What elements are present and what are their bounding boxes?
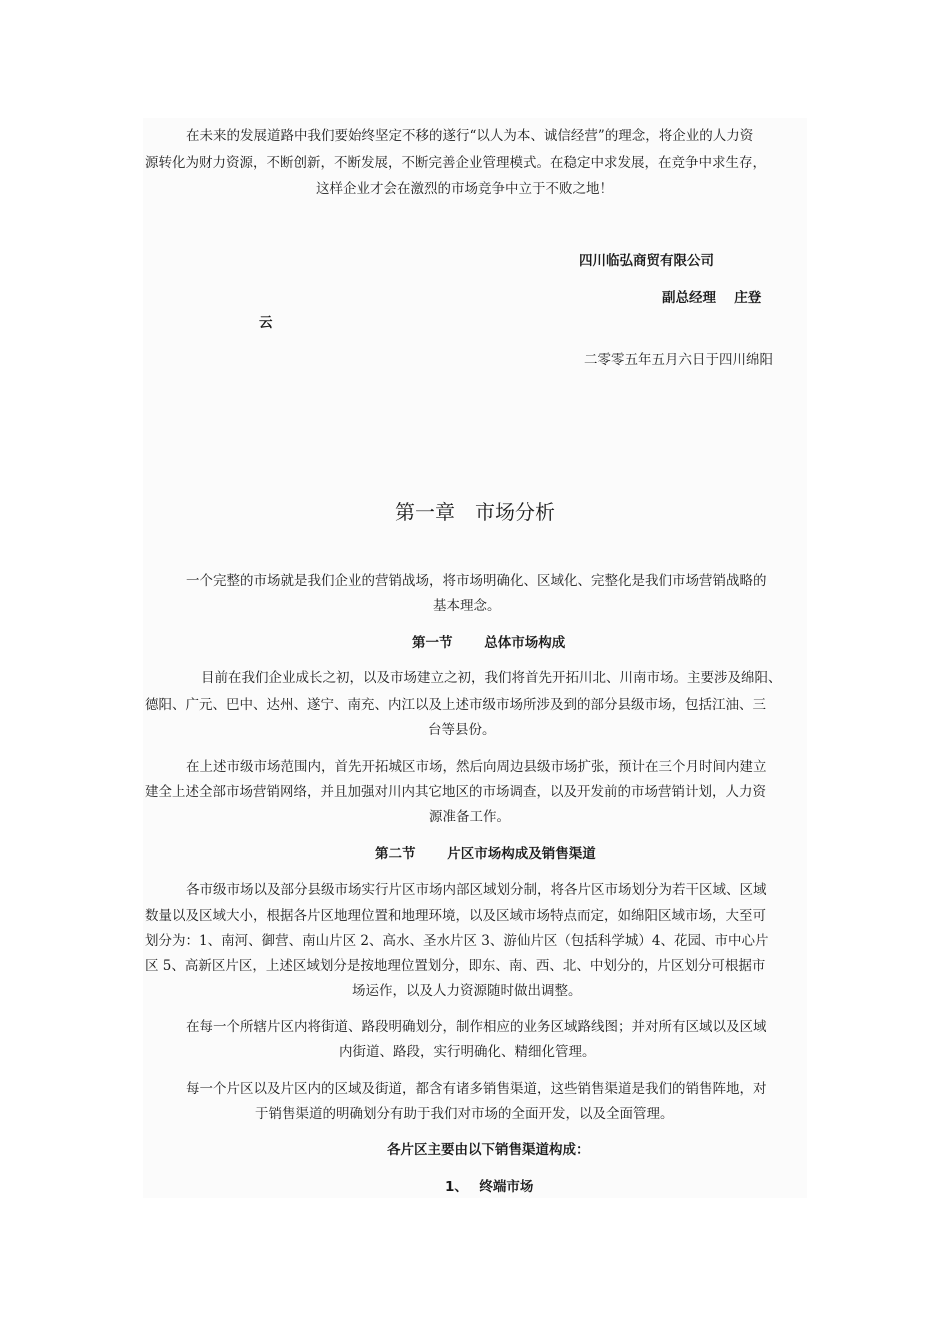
section1-para1-line-2: 德阳、广元、巴中、达州、遂宁、南充、内江以及上述市级市场所涉及到的部分县级市场，包括江油、三 — [145, 697, 766, 713]
section1-para2-line-1: 在上述市级市场范围内，首先开拓城区市场，然后向周边县级市场扩张，预计在三个月时间内建立 — [186, 759, 767, 775]
signature-name-tail: 云 — [259, 315, 273, 331]
signature-date: 二零零五年五月六日于四川绵阳 — [584, 352, 773, 368]
section1-heading: 第一节 总体市场构成 — [412, 635, 566, 651]
signature-company: 四川临弘商贸有限公司 — [579, 253, 714, 269]
signature-title-name: 副总经理 庄登 — [662, 290, 762, 306]
chapter-title: 第一章 市场分析 — [395, 500, 555, 524]
document-background-band — [143, 118, 807, 1198]
section2-para1-line-2: 数量以及区域大小，根据各片区地理位置和地理环境，以及区域市场特点而定，如绵阳区域市场，大至可 — [145, 908, 766, 924]
intro-line-1: 一个完整的市场就是我们企业的营销战场，将市场明确化、区域化、完整化是我们市场营销战略的 — [186, 573, 767, 589]
section2-heading: 第二节 片区市场构成及销售渠道 — [375, 846, 596, 862]
channels-heading: 各片区主要由以下销售渠道构成： — [387, 1142, 590, 1158]
section2-para1-line-5: 场运作，以及人力资源随时做出调整。 — [352, 983, 582, 999]
closing-line-1: 在未来的发展道路中我们要始终坚定不移的遂行“以人为本、诚信经营”的理念，将企业的人力资 — [186, 128, 754, 144]
section1-para2-line-3: 源准备工作。 — [429, 809, 510, 825]
section2-para2-line-1: 在每一个所辖片区内将街道、路段明确划分，制作相应的业务区域路线图；并对所有区域以及区域 — [186, 1019, 767, 1035]
section1-para1-line-3: 台等县份。 — [428, 722, 496, 738]
section2-para1-line-4: 区 5、高新区片区，上述区域划分是按地理位置划分，即东、南、西、北、中划分的，片区划分可根据市 — [145, 958, 766, 974]
section2-para3-line-2: 于销售渠道的明确划分有助于我们对市场的全面开发，以及全面管理。 — [255, 1106, 674, 1122]
section1-para1-line-1: 目前在我们企业成长之初，以及市场建立之初，我们将首先开拓川北、川南市场。主要涉及绵阳、 — [201, 670, 782, 686]
section2-para3-line-1: 每一个片区以及片区内的区域及街道，都含有诸多销售渠道，这些销售渠道是我们的销售阵地，对 — [186, 1081, 767, 1097]
closing-line-3: 这样企业才会在激烈的市场竞争中立于不败之地！ — [316, 181, 613, 197]
section2-para2-line-2: 内街道、路段，实行明确化、精细化管理。 — [339, 1044, 596, 1060]
intro-line-2: 基本理念。 — [433, 598, 501, 614]
section1-para2-line-2: 建全上述全部市场营销网络，并且加强对川内其它地区的市场调查，以及开发前的市场营销计划，人力资 — [145, 784, 766, 800]
section2-para1-line-3: 划分为：1、南河、御营、南山片区 2、高水、圣水片区 3、游仙片区（包括科学城）4、花园、市中心片 — [145, 933, 769, 949]
channel-item-1: 1、 终端市场 — [445, 1179, 534, 1195]
section2-para1-line-1: 各市级市场以及部分县级市场实行片区市场内部区域划分制，将各片区市场划分为若干区域、区域 — [186, 882, 767, 898]
closing-line-2: 源转化为财力资源，不断创新，不断发展，不断完善企业管理模式。在稳定中求发展，在竞争中求生存， — [145, 155, 766, 171]
